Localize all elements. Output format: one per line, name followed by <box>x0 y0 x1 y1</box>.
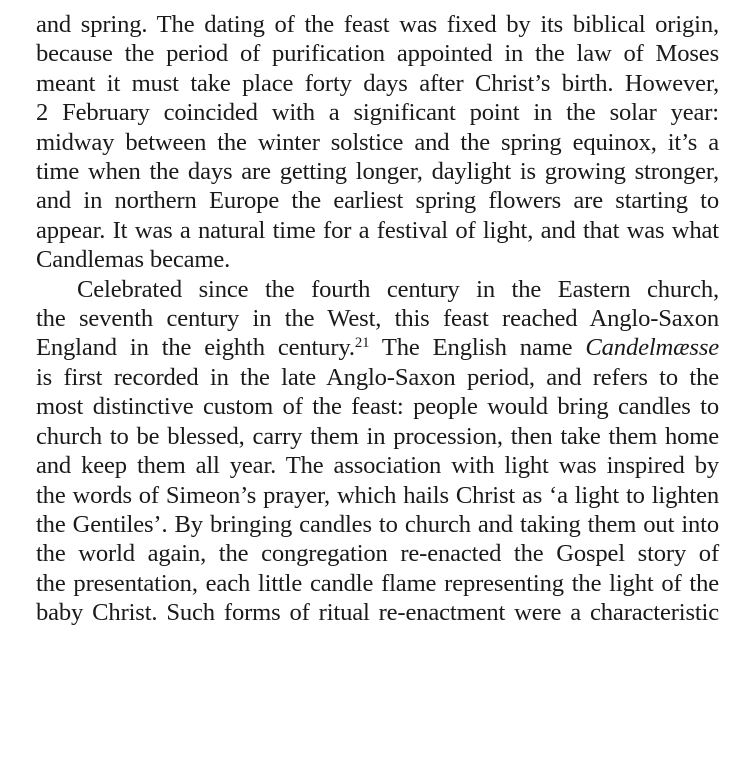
text-segment: The English name <box>369 334 586 362</box>
text-line: baby Christ. Such forms of ritual re-enactment were a characteristic <box>36 599 719 627</box>
text-segment: England in the eighth century. <box>36 334 355 362</box>
paragraph-candlemas-dating <box>36 10 719 275</box>
text-line: and keep them all year. The association with light was inspired by <box>36 452 719 480</box>
text-line: the world again, the congregation re-enacted the Gospel story of <box>36 540 719 568</box>
book-page <box>36 10 719 628</box>
text-line: Candlemas became. <box>36 246 231 274</box>
text-line: the seventh century in the West, this feast reached Anglo-Saxon <box>36 305 719 333</box>
italic-term: Candelmæsse <box>585 334 720 362</box>
text-line: because the period of purification appointed in the law of Moses <box>36 40 719 68</box>
text-line: is first recorded in the late Anglo-Saxon period, and refers to the <box>36 363 719 391</box>
text-line: most distinctive custom of the feast: people would bring candles to <box>36 393 719 421</box>
text-line: the words of Simeon’s prayer, which hails Christ as ‘a light to lighten <box>36 481 719 509</box>
text-line: time when the days are getting longer, daylight is growing stronger, <box>36 158 719 186</box>
text-line: the Gentiles’. By bringing candles to church and taking them out into <box>36 510 719 538</box>
paragraph-candlemas-history <box>36 275 719 628</box>
text-line: and spring. The dating of the feast was fixed by its biblical origin, <box>36 11 719 38</box>
footnote-reference[interactable]: 21 <box>354 335 370 352</box>
text-line: 2 February coincided with a significant point in the solar year: <box>36 99 719 127</box>
text-line: and in northern Europe the earliest spring flowers are starting to <box>36 187 719 215</box>
text-line: meant it must take place forty days after Christ’s birth. However, <box>36 69 719 97</box>
text-line: appear. It was a natural time for a festival of light, and that was what <box>36 216 719 244</box>
text-line-with-footnote <box>36 333 719 362</box>
text-line: church to be blessed, carry them in procession, then take them home <box>36 422 719 450</box>
text-line: midway between the winter solstice and the spring equinox, it’s a <box>36 128 719 156</box>
text-line: the presentation, each little candle flame representing the light of the <box>36 569 719 597</box>
text-line: Celebrated since the fourth century in the Eastern church, <box>77 275 719 303</box>
